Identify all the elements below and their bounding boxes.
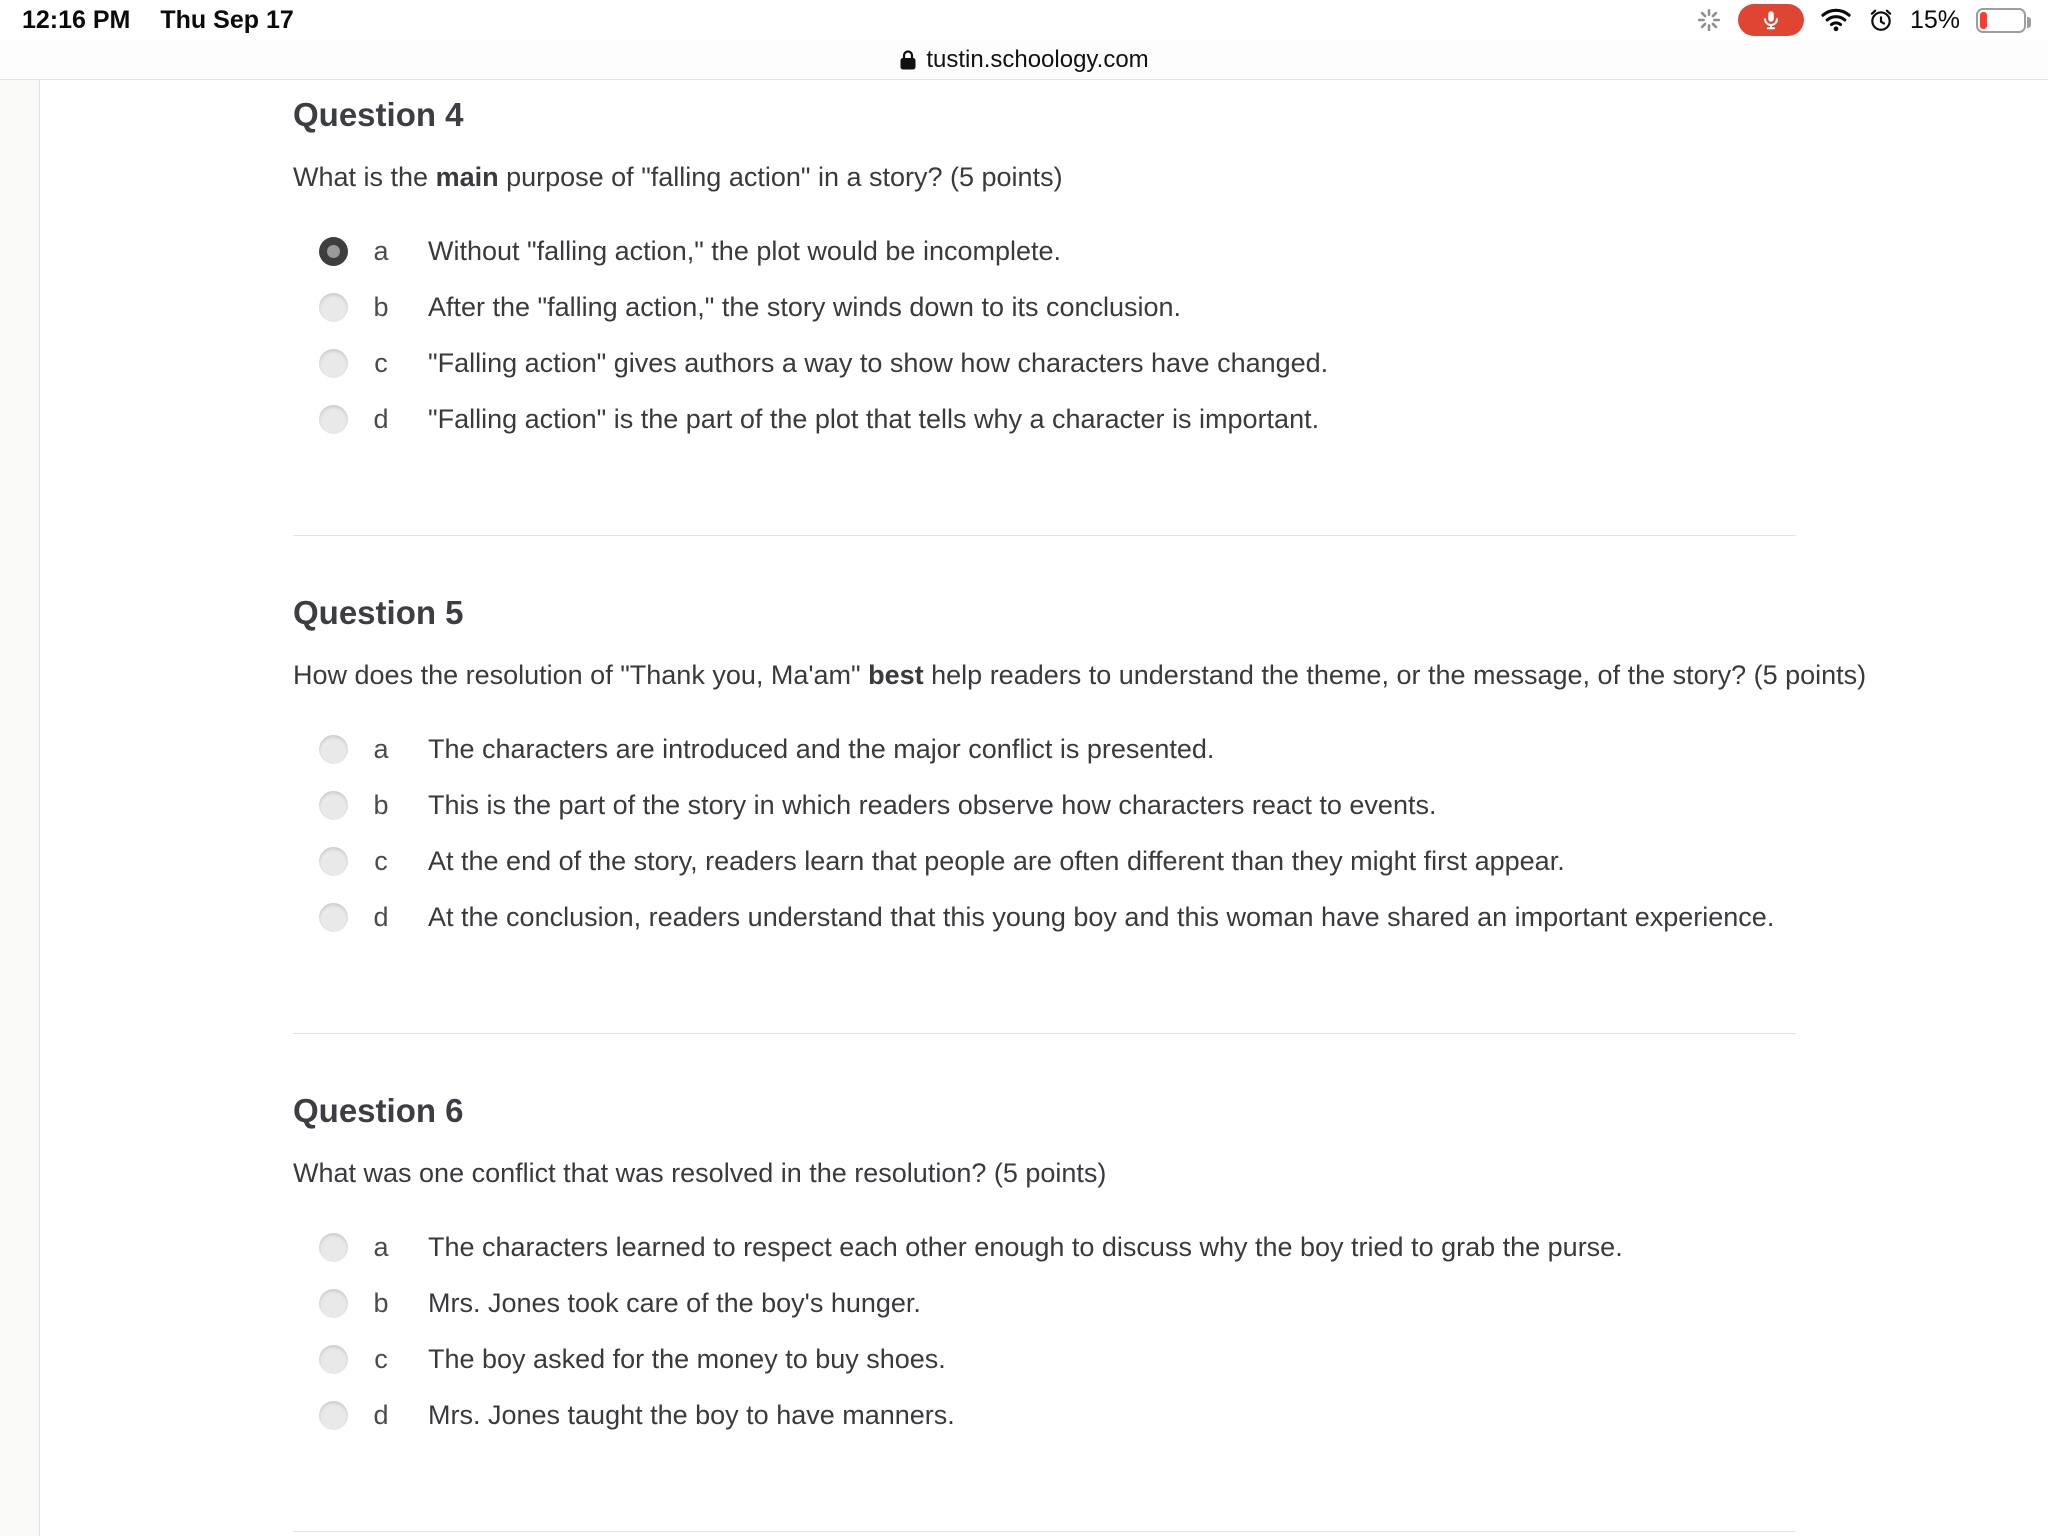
radio-button[interactable] xyxy=(319,405,348,434)
option-text: The boy asked for the money to buy shoes. xyxy=(428,1343,946,1374)
microphone-pill-icon[interactable] xyxy=(1738,4,1804,36)
radio-button[interactable] xyxy=(319,237,348,266)
answer-option[interactable] xyxy=(319,1219,1796,1275)
option-letter: c xyxy=(374,347,388,378)
battery-fill xyxy=(1980,12,1987,29)
option-letter: a xyxy=(373,1231,389,1262)
option-text: "Falling action" gives authors a way to show how characters have changed. xyxy=(428,347,1329,378)
question-heading: Question 5 xyxy=(293,594,464,631)
lock-icon xyxy=(899,49,917,71)
option-text: The characters learned to respect each other enough to discuss why the boy tried to grab the purse. xyxy=(428,1231,1623,1262)
battery-nub xyxy=(2027,17,2031,28)
radio-button[interactable] xyxy=(319,1233,348,1262)
answer-option[interactable] xyxy=(319,1331,1796,1387)
section-divider xyxy=(293,535,1796,536)
radio-button[interactable] xyxy=(319,349,348,378)
clock-date: Thu Sep 17 xyxy=(160,5,294,34)
answer-option[interactable] xyxy=(319,391,1796,447)
option-letter: c xyxy=(374,845,388,876)
option-letter: c xyxy=(374,1343,388,1374)
question-prompt: What was one conflict that was resolved in the resolution? (5 points) xyxy=(293,1158,1107,1188)
option-letter: d xyxy=(373,901,389,932)
answer-option[interactable] xyxy=(319,777,1796,833)
answer-option[interactable] xyxy=(319,279,1796,335)
section-divider xyxy=(293,1531,1796,1532)
status-right xyxy=(1696,4,2026,36)
option-text: At the end of the story, readers learn that people are often different than they might first appear. xyxy=(428,845,1565,876)
question-4 xyxy=(293,96,1796,447)
radio-button[interactable] xyxy=(319,735,348,764)
option-letter: a xyxy=(373,733,389,764)
option-text: This is the part of the story in which readers observe how characters react to events. xyxy=(428,789,1437,820)
radio-button[interactable] xyxy=(319,903,348,932)
answer-option[interactable] xyxy=(319,223,1796,279)
options-list xyxy=(293,1219,1796,1443)
question-heading: Question 4 xyxy=(293,96,464,133)
battery-icon xyxy=(1976,8,2026,33)
option-text: Mrs. Jones taught the boy to have manners. xyxy=(428,1399,955,1430)
option-letter: b xyxy=(373,291,389,322)
options-list xyxy=(293,223,1796,447)
option-text: Mrs. Jones took care of the boy's hunger. xyxy=(428,1287,921,1318)
option-text: "Falling action" is the part of the plot that tells why a character is important. xyxy=(428,403,1320,434)
question-prompt: What is the main purpose of "falling action" in a story? (5 points) xyxy=(293,162,1063,192)
radio-button[interactable] xyxy=(319,847,348,876)
option-letter: b xyxy=(373,789,389,820)
page-body xyxy=(0,80,2048,1536)
section-divider xyxy=(293,1033,1796,1034)
left-gutter xyxy=(0,80,40,1536)
option-letter: a xyxy=(373,235,389,266)
answer-option[interactable] xyxy=(319,889,1796,945)
option-text: At the conclusion, readers understand that this young boy and this woman have shared an important experience. xyxy=(428,901,1775,932)
radio-button[interactable] xyxy=(319,1289,348,1318)
radio-button[interactable] xyxy=(319,1401,348,1430)
battery-percent: 15% xyxy=(1909,5,1960,34)
radio-button[interactable] xyxy=(319,1345,348,1374)
quiz-questions xyxy=(293,96,1867,1532)
option-letter: d xyxy=(373,1399,389,1430)
radio-button[interactable] xyxy=(319,293,348,322)
answer-option[interactable] xyxy=(319,335,1796,391)
status-bar xyxy=(0,0,2048,40)
question-heading: Question 6 xyxy=(293,1092,464,1129)
option-text: Without "falling action," the plot would be incomplete. xyxy=(428,235,1062,266)
option-letter: b xyxy=(373,1287,389,1318)
answer-option[interactable] xyxy=(319,1275,1796,1331)
options-list xyxy=(293,721,1796,945)
wifi-icon xyxy=(1820,8,1852,32)
question-prompt: How does the resolution of "Thank you, Ma'am" best help readers to understand the theme, or the message, of the story? (5 points) xyxy=(293,660,1867,690)
option-letter: d xyxy=(373,403,389,434)
alarm-icon xyxy=(1868,7,1894,33)
activity-icon xyxy=(1696,7,1722,33)
quiz-page xyxy=(40,80,2048,1536)
answer-option[interactable] xyxy=(319,833,1796,889)
option-text: After the "falling action," the story winds down to its conclusion. xyxy=(428,291,1182,322)
radio-dot xyxy=(327,245,340,258)
url-text[interactable]: tustin.schoology.com xyxy=(926,45,1149,73)
answer-option[interactable] xyxy=(319,721,1796,777)
question-5 xyxy=(293,594,1867,945)
option-text: The characters are introduced and the major conflict is presented. xyxy=(428,733,1215,764)
status-left xyxy=(22,6,294,35)
radio-button[interactable] xyxy=(319,791,348,820)
answer-option[interactable] xyxy=(319,1387,1796,1443)
question-6 xyxy=(293,1092,1796,1443)
clock-time: 12:16 PM xyxy=(22,5,131,34)
browser-url-bar[interactable] xyxy=(0,40,2048,80)
